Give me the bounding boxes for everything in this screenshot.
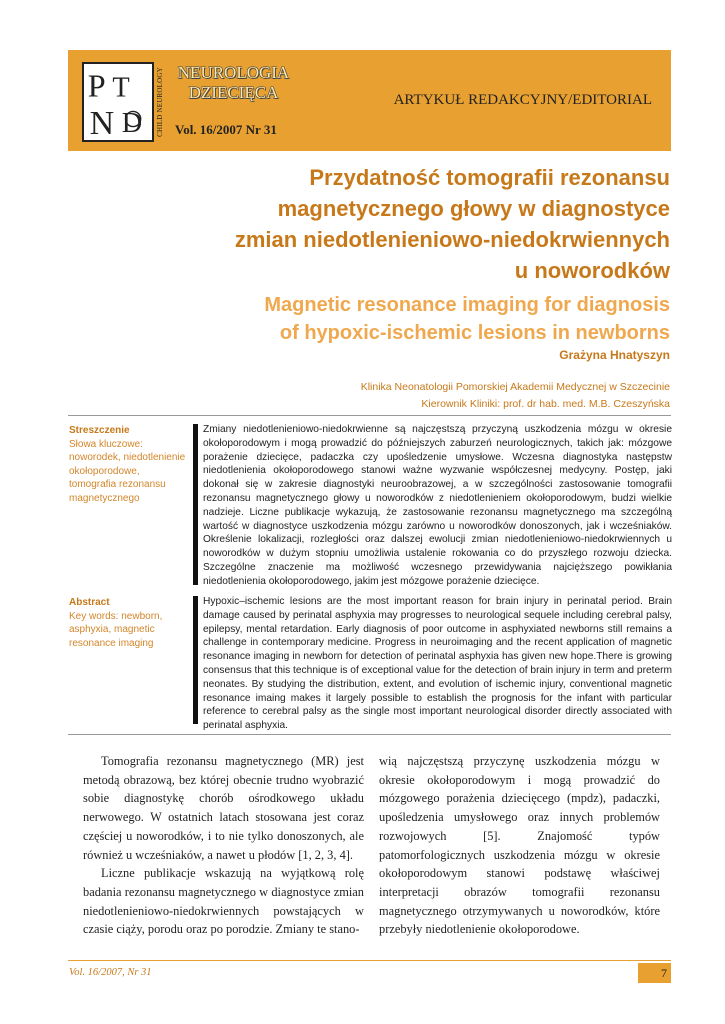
body-paragraph: Liczne publikacje wskazują na wyjątkową rolę badania rezonansu magnetycznego w diagnostyce zmian niedotlenieniowo-niedokrwiennych powstających w czasie ciąży, porodu oraz po porodzie. Zmiany te stano- [83, 866, 364, 937]
journal-logo [82, 62, 154, 142]
abstract-pl-text: Zmiany niedotlenieniowo-niedokrwienne są najczęstszą przyczyną uszkodzenia mózgu w okresie okołoporodowym i mogą prowadzić do późniejszych zaburzeń neurologicznych, takich jak: mózgowe porażenie dziecięce, padaczka czy upośledzenie umysłowe. Wczesna diagnostyka następstw niedotlenienia okołoporodowego stanowi ważne wyzwanie współczesnej medycyny. Postęp, jaki dokonał się w zakresie diagnostyki neuroobrazowej, a w szczególności zastosowanie tomografii rezonansu magnetycznego głowy u noworodków z niedotlenieniem okołoporodowym, budzi wielkie nadzieje. Liczne publikacje wykazują, że zastosowanie rezonansu magnetycznego ma szczególną wartość w diagnostyce uszkodzenia mózgu zarówno u noworodków donoszonych, jak i wcześniaków. Określenie lokalizacji, rozległości oraz dalszej ewolucji zmian niedotlenieniowo-niedokrwiennych u noworodków w dużym stopniu umożliwia ustalenie rokowania co do przyszłego rozwoju dziecka. Szczególne znaczenie ma możliwość wczesnego przewidywania najcięższego powikłania niedotlenienia okołoporodowego, jakim jest mózgowe porażenie dziecięce. [203, 424, 672, 587]
body-column-right [379, 752, 660, 939]
svg-text:P: P [87, 67, 106, 104]
body-column-left [83, 752, 364, 939]
abstract-en-keywords: Key words: newborn, asphyxia, magnetic resonance imaging [69, 610, 163, 649]
article-title-english: Magnetic resonance imaging for diagnosis of hypoxic-ischemic lesions in newborns [264, 294, 670, 344]
article-title-polish: Przydatność tomografii rezonansu magnetycznego głowy w diagnostyce zmian niedotlenieniowo-niedokrwiennych u noworodków [234, 165, 670, 283]
journal-header [68, 50, 671, 151]
journal-volume: Vol. 16/2007 Nr 31 [175, 122, 277, 137]
abstract-pl-bar [193, 424, 198, 585]
abstract-pl-sidebar [69, 424, 187, 506]
footer-citation: Vol. 16/2007, Nr 31 [69, 967, 152, 978]
body-paragraph: wią najczęstszą przyczynę uszkodzenia mózgu w okresie okołoporodowym i mogą prowadzić do mózgowego porażenia dziecięcego (mpdz), padaczki, upośledzenia umysłowego oraz innych problemów rozwojowych [5]. Znajomość typów patomorfologicznych uszkodzenia mózgu w okresie okołoporodowym stanowi podstawę właściwej interpretacji obrazów tomografii rezonansu magnetycznego otrzymywanych u noworodków, które przebyły niedotlenienie okołoporodowe. [379, 754, 660, 937]
abstract-en-sidebar [69, 596, 187, 650]
journal-name: NEUROLOGIA DZIECIĘCA [177, 63, 290, 102]
svg-text:T: T [112, 72, 130, 104]
abstract-en-bar [193, 596, 198, 724]
page-number: 7 [638, 963, 671, 983]
divider-top [68, 415, 671, 416]
section-label: ARTYKUŁ REDAKCYJNY/EDITORIAL [393, 92, 652, 108]
author-name: Grażyna Hnatyszyn [559, 348, 670, 362]
divider-bottom [68, 734, 671, 735]
abstract-pl-keywords: Słowa kluczowe: noworodek, niedotlenienie okołoporodowe, tomografia rezonansu magnetycznego [69, 438, 186, 504]
abstract-pl-heading: Streszczenie [69, 425, 130, 436]
child-neurology-vertical-label: CHILD NEUROLOGY [156, 67, 164, 137]
body-paragraph: Tomografia rezonansu magnetycznego (MR) jest metodą obrazową, bez której obecnie trudno wyobrazić sobie diagnostykę chorób ośrodkowego układu nerwowego. W ostatnich latach stosowana jest coraz częściej u noworodków, i to nie tylko donoszonych, ale również u wcześniaków, a nawet u płodów [1, 2, 3, 4]. [83, 754, 364, 862]
abstract-en-heading: Abstract [69, 597, 110, 608]
svg-text:D: D [121, 108, 143, 140]
footer-divider [68, 960, 671, 961]
abstract-en-text: Hypoxic–ischemic lesions are the most important reason for brain injury in perinatal period. Brain damage caused by perinatal asphyxia may progresses to neurological sequele including cerebral palsy, epilepsy, mental retardation. Early diagnosis of poor outcome in asphyxiated newborns still remains a challenge in contemporary medicine. Progress in neuroimaging and the recent application of magnetic resonance imaging in newborn for detection of perinatal asphyxia has given new hope.There is growing consensus that this technique is of exceptional value for the detection of brain injury in term and preterm neonates. By studying the distribution, extent, and evolution of ischemic injury, conventional magnetic resonance imaing makes it largely possible to establish the prognosis for the infant with particular reference to cerebral palsy as the single most important neurological disorder directly associated with perinatal asphyxia. [203, 596, 672, 732]
affiliation: Klinika Neonatologii Pomorskiej Akademii Medycznej w Szczecinie Kierownik Kliniki: prof. dr hab. med. M.B. Czeszyńska [360, 381, 670, 410]
svg-text:N: N [89, 105, 115, 140]
ptn-logo-graphic [84, 64, 152, 140]
